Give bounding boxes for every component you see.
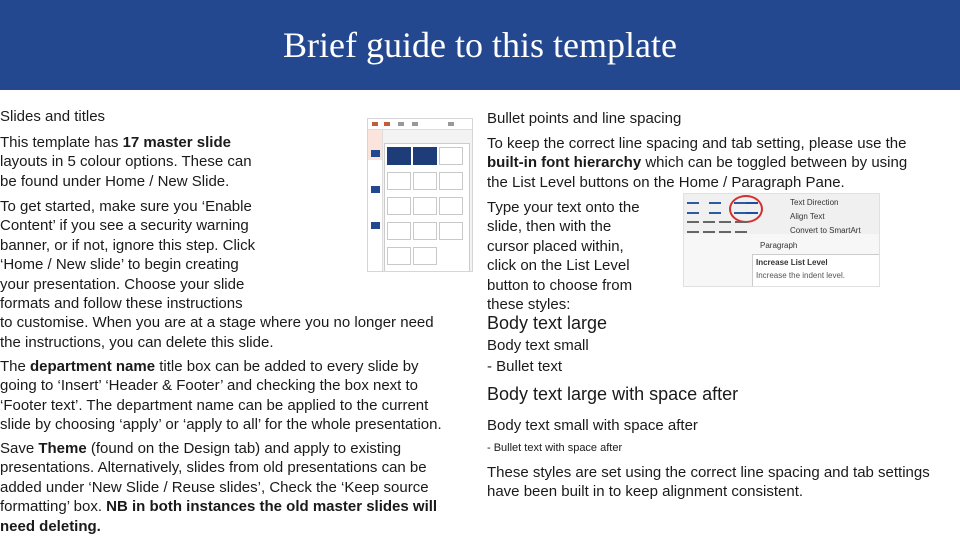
ribbon-icon xyxy=(448,122,454,126)
right-paragraph-1 xyxy=(487,134,907,192)
text-line: your presentation. Choose your slide xyxy=(0,275,245,293)
bullets-icon[interactable] xyxy=(687,202,699,214)
bold-run: built-in font hierarchy xyxy=(487,154,642,172)
thumbnail-list xyxy=(368,130,382,271)
left-paragraph-3 xyxy=(0,357,442,435)
layout-tile[interactable] xyxy=(413,147,437,165)
text-line: added under ‘New Slide / Reuse slides’, Check the ‘Keep source xyxy=(0,478,429,496)
ribbon-icon xyxy=(372,122,378,126)
slide-thumbnail xyxy=(371,222,380,229)
left-paragraph-4 xyxy=(0,439,437,536)
right-heading: Bullet points and line spacing xyxy=(487,110,682,127)
text-run: which can be toggled between by using xyxy=(641,154,908,172)
text-line xyxy=(0,133,252,152)
layout-tile[interactable] xyxy=(439,222,463,240)
layout-tile[interactable] xyxy=(439,197,463,215)
text-line: To get started, make sure you ‘Enable xyxy=(0,198,252,215)
bold-run: need deleting. xyxy=(0,517,101,535)
tooltip-title: Increase List Level xyxy=(756,258,828,267)
paragraph-pane-screenshot xyxy=(683,193,880,287)
layout-gallery[interactable] xyxy=(384,143,470,272)
align-right-icon[interactable] xyxy=(719,221,731,233)
text-line xyxy=(0,517,437,536)
layout-tile[interactable] xyxy=(387,172,411,190)
text-line xyxy=(0,439,437,458)
new-slide-screenshot xyxy=(367,118,473,272)
layout-tile[interactable] xyxy=(413,222,437,240)
text-line: slide by choosing ‘apply’ or ‘apply to all’ for the whole presentation. xyxy=(0,416,442,434)
text-run: Save xyxy=(0,440,39,457)
bold-run: Theme xyxy=(38,440,87,457)
slide-thumbnail xyxy=(371,150,380,157)
right-paragraph-3 xyxy=(487,463,930,502)
left-paragraph-1 xyxy=(0,133,252,191)
ribbon-strip xyxy=(368,119,472,130)
paragraph-group-label: Paragraph xyxy=(760,241,798,250)
text-run: (found on the Design tab) and apply to existing xyxy=(86,440,402,457)
text-run: title box can be added to every slide by xyxy=(155,358,419,375)
text-run: formatting’ box. xyxy=(0,498,107,516)
text-line: cursor placed within, xyxy=(487,237,624,255)
align-left-icon[interactable] xyxy=(687,221,699,233)
align-center-icon[interactable] xyxy=(703,221,715,233)
text-line xyxy=(0,357,442,376)
layout-tile[interactable] xyxy=(413,247,437,265)
text-line: to customise. When you are at a stage where you no longer need xyxy=(0,314,434,332)
text-line: click on the List Level xyxy=(487,257,630,275)
layout-tile[interactable] xyxy=(387,197,411,215)
text-line: These styles are set using the correct line spacing and tab settings xyxy=(487,464,930,481)
text-line: slide, then with the xyxy=(487,218,612,236)
style-bullet: - Bullet text xyxy=(487,358,563,375)
layout-tile[interactable] xyxy=(387,247,411,265)
text-run: This template has xyxy=(0,134,123,151)
ribbon-icon xyxy=(398,122,404,126)
bold-run: 17 master slide xyxy=(122,134,231,151)
tooltip xyxy=(752,254,880,287)
style-body-large-space: Body text large with space after xyxy=(487,384,739,404)
text-line: presentations. Alternatively, slides from old presentations can be xyxy=(0,459,427,477)
text-line xyxy=(0,497,437,516)
style-body-small: Body text small xyxy=(487,337,589,354)
bold-run: department name xyxy=(30,358,156,375)
ribbon-icon xyxy=(412,122,418,126)
align-text-button[interactable]: Align Text xyxy=(790,212,825,221)
tooltip-description: Increase the indent level. xyxy=(756,271,845,280)
page-title: Brief guide to this template xyxy=(283,25,677,65)
layout-tile[interactable] xyxy=(413,197,437,215)
layout-tile[interactable] xyxy=(439,172,463,190)
text-line: the List Level buttons on the Home / Paragraph Pane. xyxy=(487,173,845,191)
numbering-icon[interactable] xyxy=(709,202,721,214)
text-run: The xyxy=(0,358,31,375)
text-line: Content’ if you see a security warning xyxy=(0,217,249,235)
justify-icon[interactable] xyxy=(735,221,747,233)
style-bullet-space: - Bullet text with space after xyxy=(487,442,623,454)
layout-tile[interactable] xyxy=(413,172,437,190)
convert-smartart-button[interactable]: Convert to SmartArt xyxy=(790,226,861,235)
text-line: button to choose from xyxy=(487,276,633,294)
text-line: these styles: xyxy=(487,296,571,314)
left-heading: Slides and titles xyxy=(0,108,106,125)
text-line: layouts in 5 colour options. These can xyxy=(0,153,252,171)
layout-tile[interactable] xyxy=(387,147,411,165)
style-body-large: Body text large xyxy=(487,313,608,333)
layout-tile[interactable] xyxy=(387,222,411,240)
text-line: be found under Home / New Slide. xyxy=(0,172,230,190)
text-line: ‘Home / New slide’ to begin creating xyxy=(0,256,239,274)
ribbon-icon xyxy=(384,122,390,126)
highlight-circle xyxy=(729,195,763,223)
text-line: To keep the correct line spacing and tab setting, please use the xyxy=(487,135,907,152)
text-line: the instructions, you can delete this slide. xyxy=(0,333,274,351)
layout-tile[interactable] xyxy=(439,147,463,165)
bold-run: NB in both instances the old master slides will xyxy=(106,498,438,516)
text-direction-button[interactable]: Text Direction xyxy=(790,198,839,207)
text-line xyxy=(487,153,907,172)
text-line: ‘Footer text’. The department name can be applied to the current xyxy=(0,396,429,414)
text-line: have been built in to keep alignment consistent. xyxy=(487,483,804,501)
text-line: Type your text onto the xyxy=(487,199,640,216)
title-banner xyxy=(0,0,960,90)
text-line: going to ‘Insert’ ‘Header & Footer’ and checking the box next to xyxy=(0,377,419,395)
text-line: banner, or if not, ignore this step. Click xyxy=(0,236,256,254)
slide-thumbnail xyxy=(371,186,380,193)
right-paragraph-2 xyxy=(487,198,640,314)
style-body-small-space: Body text small with space after xyxy=(487,417,698,434)
text-line: formats and follow these instructions xyxy=(0,295,243,313)
